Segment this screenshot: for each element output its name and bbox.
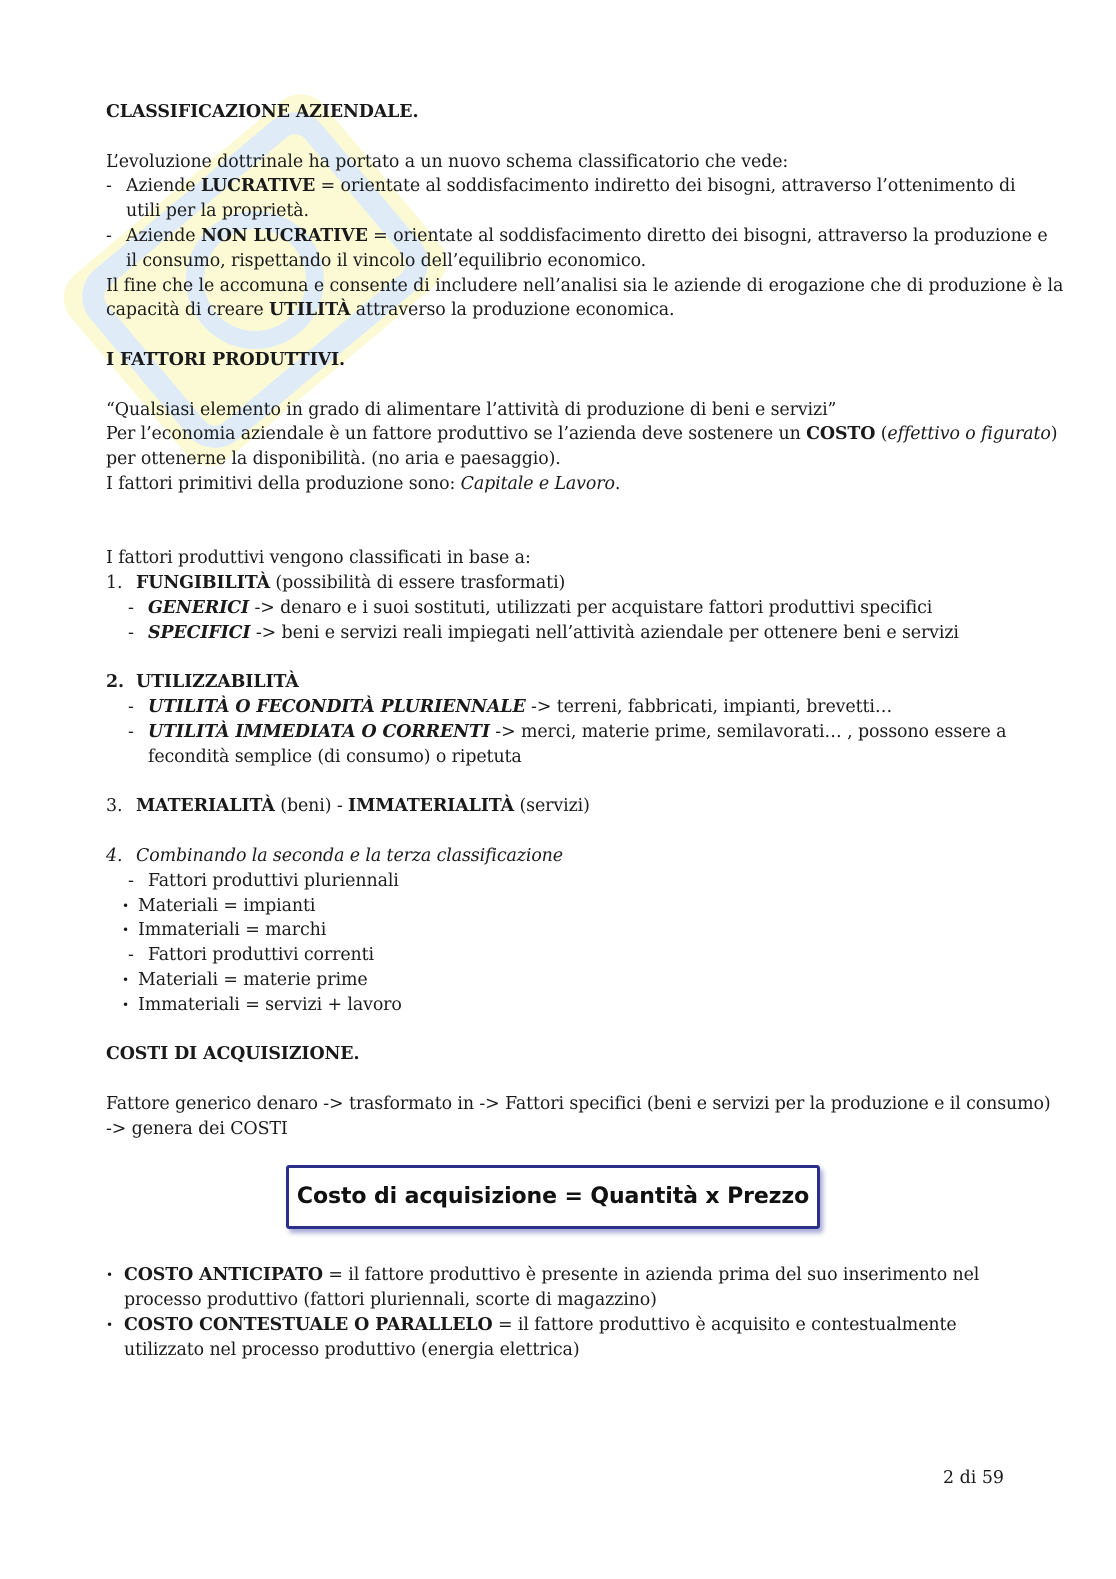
sub-item-correnti-combo: - Fattori produttivi correnti (128, 945, 374, 966)
list-item-lucrative-cont: utili per la proprietà. (126, 201, 309, 222)
paragraph-classificati: I fattori produttivi vengono classificati in base a: (106, 548, 531, 569)
paragraph-costo: Per l’economia aziendale è un fattore produttivo se l’azienda deve sostenere un COSTO (effettivo o figurato) (106, 424, 1058, 445)
list-item-non-lucrative-cont: il consumo, rispettando il vincolo dell’equilibrio economico. (126, 250, 647, 271)
heading-classificazione: CLASSIFICAZIONE AZIENDALE. (106, 102, 419, 122)
paragraph-fine-cont: capacità di creare UTILITÀ attraverso la produzione economica. (106, 300, 675, 321)
paragraph-fattori-primitivi: I fattori primitivi della produzione sono: Capitale e Lavoro. (106, 473, 621, 494)
sub-item-correnti: - UTILITÀ IMMEDIATA O CORRENTI -> merci, materie prime, semilavorati… , possono essere a (128, 721, 1007, 742)
paragraph-intro: L’evoluzione dottrinale ha portato a un nuovo schema classificatorio che vede: (106, 151, 789, 172)
paragraph-fine: Il fine che le accomuna e consente di includere nell’analisi sia le aziende di erogazione che di produzione è la (106, 275, 1064, 296)
bullet-immateriali-marchi: • Immateriali = marchi (122, 920, 327, 941)
bullet-materiali-impianti: • Materiali = impianti (122, 895, 316, 916)
heading-fattori-produttivi: I FATTORI PRODUTTIVI. (106, 349, 346, 370)
class-fungibilita: 1. FUNGIBILITÀ (possibilità di essere trasformati) (106, 573, 566, 594)
class-utilizzabilita: 2. UTILIZZABILITÀ (106, 672, 299, 693)
paragraph-fattore-generico: Fattore generico denaro -> trasformato in -> Fattori specifici (beni e servizi per la produzione e il consumo) (106, 1093, 1051, 1114)
paragraph-costo-cont: per ottenerne la disponibilità. (no aria e paesaggio). (106, 449, 561, 470)
bullet-costo-anticipato-cont: processo produttivo (fattori pluriennali, scorte di magazzino) (124, 1290, 657, 1311)
list-item-non-lucrative: - Aziende NON LUCRATIVE = orientate al soddisfacimento diretto dei bisogni, attraverso la produzione e (106, 225, 1048, 246)
sub-item-pluriennali: - Fattori produttivi pluriennali (128, 870, 399, 891)
sub-item-generici: - GENERICI -> denaro e i suoi sostituti, utilizzati per acquistare fattori produttivi specifici (128, 597, 933, 618)
sub-item-pluriennale: - UTILITÀ O FECONDITÀ PLURIENNALE -> terreni, fabbricati, impianti, brevetti… (128, 697, 893, 718)
page-number: 2 di 59 (943, 1468, 1004, 1488)
sub-item-specifici: - SPECIFICI -> beni e servizi reali impiegati nell’attività aziendale per ottenere beni e servizi (128, 622, 959, 643)
bullet-immateriali-servizi: • Immateriali = servizi + lavoro (122, 994, 402, 1015)
quote-definition: “Qualsiasi elemento in grado di alimentare l’attività di produzione di beni e servizi” (106, 399, 837, 420)
sub-item-correnti-cont: fecondità semplice (di consumo) o ripetuta (148, 746, 522, 767)
page-content (106, 100, 1064, 1363)
heading-costi-acquisizione: COSTI DI ACQUISIZIONE. (106, 1044, 360, 1065)
list-item-lucrative: - Aziende LUCRATIVE = orientate al soddisfacimento indiretto dei bisogni, attraverso l’ottenimento di (106, 176, 1016, 197)
bullet-costo-contestuale: • COSTO CONTESTUALE O PARALLELO = il fattore produttivo è acquisito e contestualmente (106, 1315, 957, 1336)
formula-area (106, 1141, 1006, 1263)
bullet-costo-contestuale-cont: utilizzato nel processo produttivo (energia elettrica) (124, 1339, 580, 1360)
paragraph-genera-costi: -> genera dei COSTI (106, 1118, 288, 1139)
formula-box: Costo di acquisizione = Quantità x Prezzo (286, 1165, 820, 1229)
class-combinazione: 4. Combinando la seconda e la terza classificazione (106, 845, 563, 866)
class-materialita: 3. MATERIALITÀ (beni) - IMMATERIALITÀ (servizi) (106, 796, 590, 817)
bullet-costo-anticipato: • COSTO ANTICIPATO = il fattore produttivo è presente in azienda prima del suo inserimento nel (106, 1265, 980, 1286)
bullet-materiali-materie: • Materiali = materie prime (122, 969, 368, 990)
